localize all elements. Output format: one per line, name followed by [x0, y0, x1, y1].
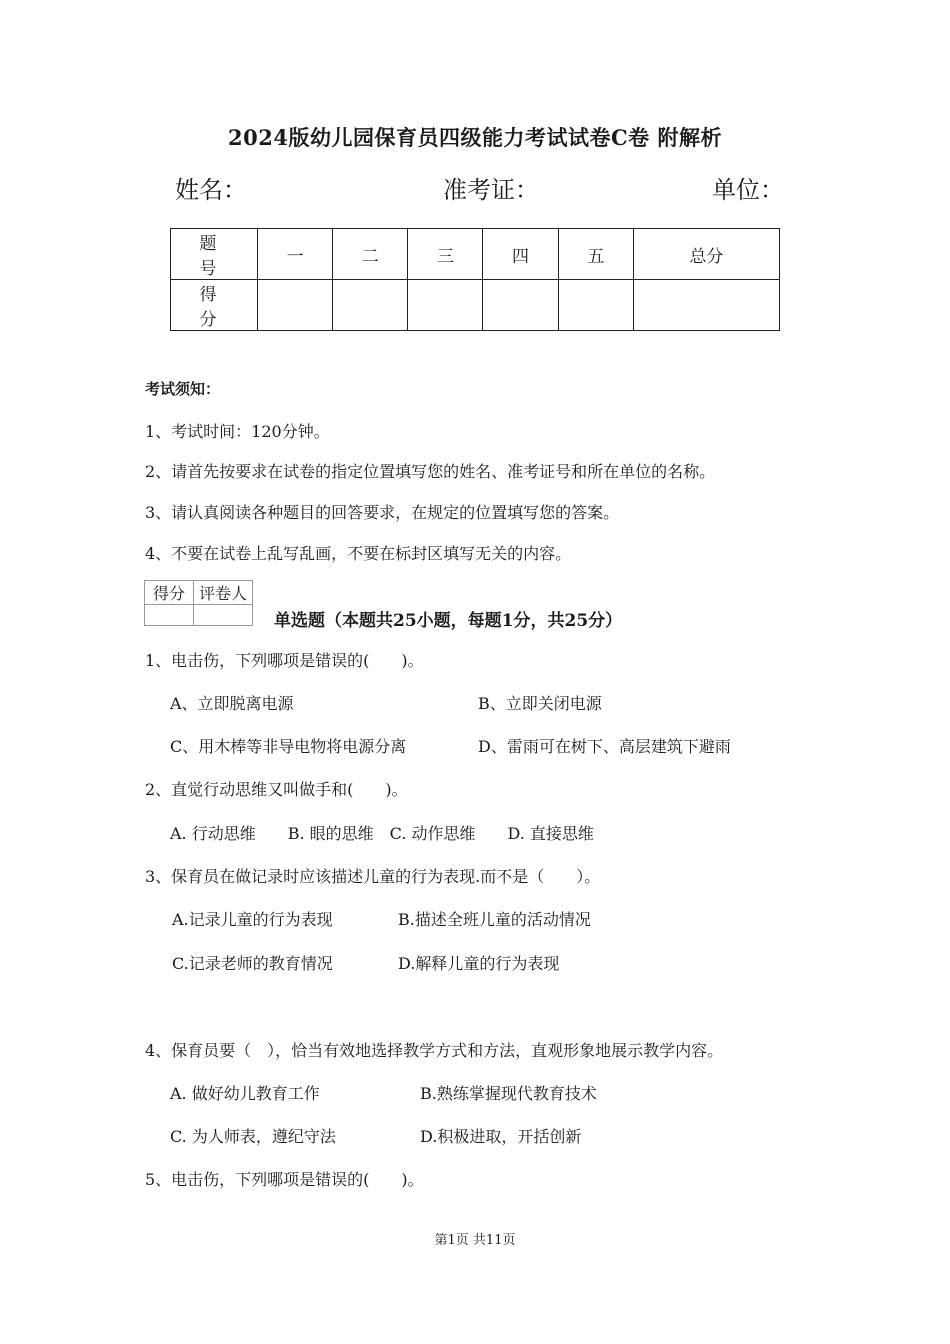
option-a: A、立即脱离电源	[170, 694, 294, 713]
notice-item: 3、请认真阅读各种题目的回答要求，在规定的位置填写您的答案。	[145, 503, 620, 522]
document-title: 2024版幼儿园保育员四级能力考试试卷C卷 附解析	[228, 125, 722, 150]
score-table-header-cell: 三	[408, 229, 483, 280]
question-stem: 3、保育员在做记录时应该描述儿童的行为表现.而不是（ ）。	[145, 867, 601, 886]
grader-score-label: 得分	[145, 581, 194, 605]
score-input-cell[interactable]	[558, 280, 633, 331]
option-d: D、雷雨可在树下、高层建筑下避雨	[478, 737, 731, 756]
grader-box	[144, 580, 253, 626]
notice-item: 4、不要在试卷上乱写乱画，不要在标封区填写无关的内容。	[145, 544, 572, 563]
score-input-cell[interactable]	[483, 280, 558, 331]
score-input-cell[interactable]	[333, 280, 408, 331]
option-c: C、用木棒等非导电物将电源分离	[170, 737, 407, 756]
score-table-header-cell: 一	[258, 229, 333, 280]
score-table-header-label: 题 号	[171, 229, 258, 280]
option-b: B、立即关闭电源	[478, 694, 602, 713]
option-c: C. 为人师表，遵纪守法	[170, 1127, 336, 1146]
score-table-header-cell: 二	[333, 229, 408, 280]
option-line: A. 行动思维 B. 眼的思维 C. 动作思维 D. 直接思维	[170, 824, 594, 843]
page-footer: 第1页 共11页	[434, 1233, 516, 1248]
grader-reviewer-label: 评卷人	[194, 581, 253, 605]
notice-item: 2、请首先按要求在试卷的指定位置填写您的姓名、准考证号和所在单位的名称。	[145, 462, 716, 481]
score-table-score-label: 得 分	[171, 280, 258, 331]
score-table-header-cell: 五	[558, 229, 633, 280]
unit-field-label: 单位：	[712, 176, 784, 204]
grader-reviewer-cell[interactable]	[194, 605, 253, 626]
score-table-header-row	[171, 229, 780, 280]
exam-id-field-label: 准考证：	[443, 176, 539, 204]
score-input-cell[interactable]	[258, 280, 333, 331]
name-field-label: 姓名：	[175, 176, 247, 204]
section-title: 单选题（本题共25小题，每题1分，共25分）	[274, 611, 623, 631]
option-b: B.熟练掌握现代教育技术	[420, 1084, 597, 1103]
option-c: C.记录老师的教育情况	[172, 954, 333, 973]
score-table-header-cell: 总分	[633, 229, 779, 280]
score-input-cell[interactable]	[633, 280, 779, 331]
grader-score-cell[interactable]	[145, 605, 194, 626]
question-stem: 4、保育员要（ ），恰当有效地选择教学方式和方法，直观形象地展示教学内容。	[145, 1041, 724, 1060]
question-stem: 2、直觉行动思维又叫做手和( )。	[145, 780, 408, 799]
question-stem: 5、电击伤，下列哪项是错误的( )。	[145, 1170, 424, 1189]
score-table	[170, 228, 780, 331]
option-a: A.记录儿童的行为表现	[172, 910, 333, 929]
option-a: A. 做好幼儿教育工作	[170, 1084, 320, 1103]
notice-heading: 考试须知：	[145, 380, 221, 398]
option-d: D.积极进取，开括创新	[420, 1127, 582, 1146]
score-table-header-cell: 四	[483, 229, 558, 280]
score-table-score-row	[171, 280, 780, 331]
option-d: D.解释儿童的行为表现	[398, 954, 560, 973]
question-stem: 1、电击伤，下列哪项是错误的( )。	[145, 651, 424, 670]
score-input-cell[interactable]	[408, 280, 483, 331]
notice-item: 1、考试时间：120分钟。	[145, 422, 330, 441]
option-b: B.描述全班儿童的活动情况	[398, 910, 591, 929]
